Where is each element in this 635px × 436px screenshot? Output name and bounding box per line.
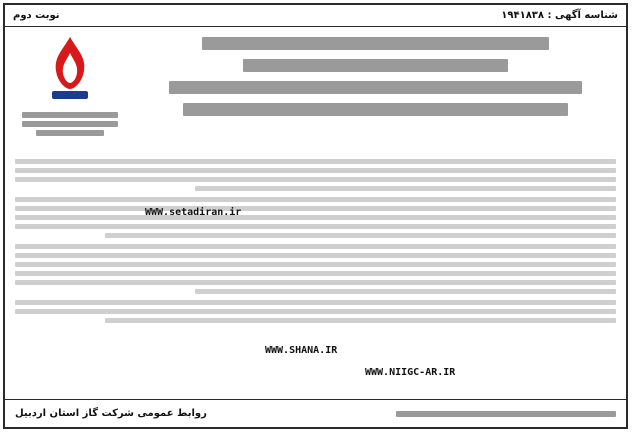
link-setadiran[interactable]: WWW.setadiran.ir xyxy=(145,207,242,218)
footer-org: روابط عمومی شرکت گاز استان اردبیل xyxy=(15,408,207,419)
paragraph-conditions xyxy=(15,244,616,294)
flame-emblem-icon xyxy=(38,33,102,103)
title-line-4 xyxy=(135,99,616,119)
title-line-1 xyxy=(135,33,616,53)
title-line-3 xyxy=(135,77,616,97)
footer-dates xyxy=(396,411,616,417)
logo-caption xyxy=(22,109,118,139)
company-logo xyxy=(15,33,125,153)
link-niigc[interactable]: WWW.NIIGC-AR.IR xyxy=(365,367,456,378)
round-label: نوبت دوم xyxy=(13,10,60,21)
ad-id: شناسه آگهی : ۱۹۴۱۸۳۸ xyxy=(501,10,618,21)
paragraph-intro xyxy=(15,159,616,191)
notice-footer xyxy=(5,399,626,427)
tender-notice xyxy=(3,3,628,429)
paragraph-dates xyxy=(15,300,616,323)
notice-topbar xyxy=(5,5,626,27)
notice-body xyxy=(15,155,616,393)
link-shana[interactable]: WWW.SHANA.IR xyxy=(265,345,338,356)
notice-title-block xyxy=(135,31,616,123)
title-line-2 xyxy=(135,55,616,75)
